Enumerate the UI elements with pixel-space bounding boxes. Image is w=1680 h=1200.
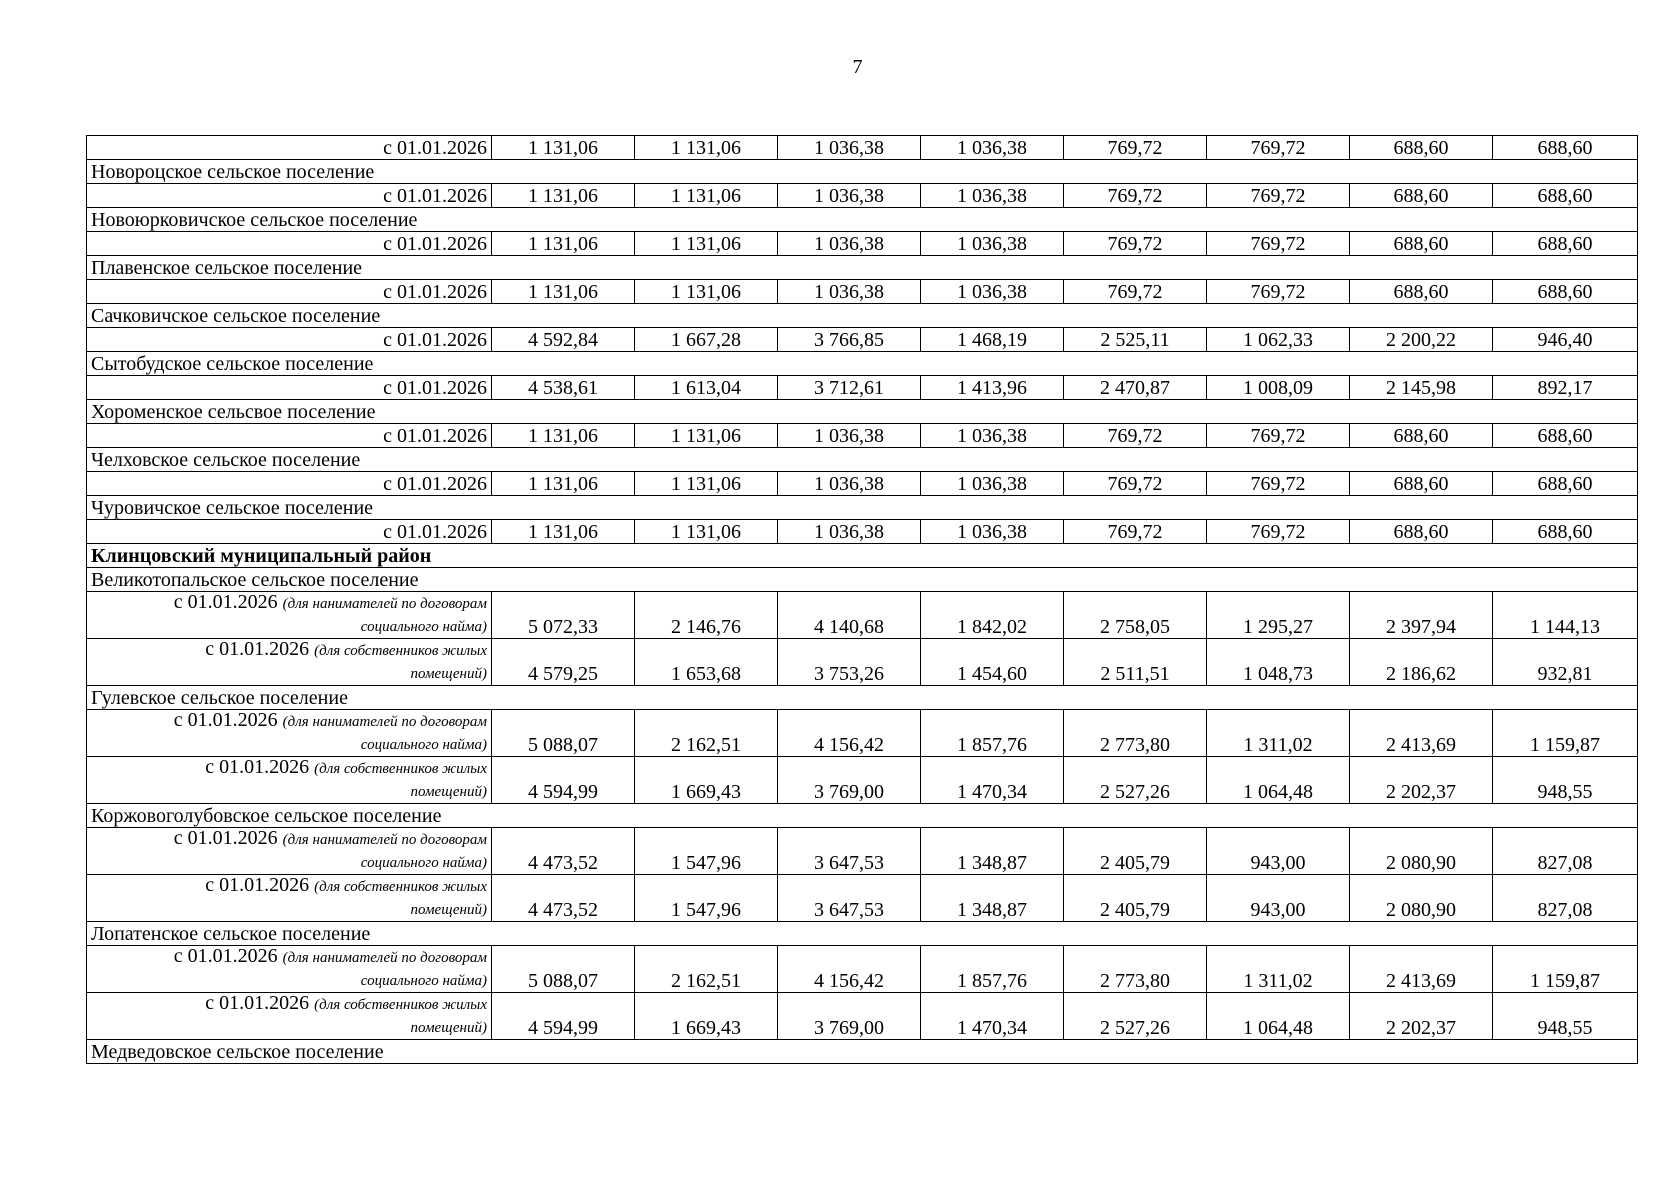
tariff-row: [87, 828, 1638, 875]
settlement-name: Плавенское сельское поселение: [87, 256, 1638, 280]
date-label: с 01.01.2026: [87, 328, 492, 352]
tariff-value: 1 036,38: [778, 280, 921, 304]
tariff-value: 1 036,38: [778, 472, 921, 496]
tariff-row: [87, 993, 1638, 1040]
tariff-value: 1 348,87: [921, 828, 1064, 875]
date-note: помещений): [410, 666, 487, 682]
tariff-row: [87, 946, 1638, 993]
tariff-value: 2 773,80: [1064, 710, 1207, 757]
tariff-value: 827,08: [1493, 875, 1638, 922]
tariff-value: 1 064,48: [1207, 757, 1350, 804]
tariff-value: 943,00: [1207, 875, 1350, 922]
tariff-row: [87, 376, 1638, 400]
tariff-value: 1 311,02: [1207, 710, 1350, 757]
tariff-value: 769,72: [1064, 280, 1207, 304]
tariff-value: 1 131,06: [635, 232, 778, 256]
tariff-row: [87, 875, 1638, 922]
tariff-value: 946,40: [1493, 328, 1638, 352]
tariff-value: 3 647,53: [778, 828, 921, 875]
tariff-row: [87, 472, 1638, 496]
tariff-row: [87, 136, 1638, 160]
tariff-value: 688,60: [1350, 184, 1493, 208]
tariff-value: 4 579,25: [492, 639, 635, 686]
date-label: [87, 946, 492, 993]
tariff-value: 3 753,26: [778, 639, 921, 686]
tariff-value: 1 131,06: [635, 520, 778, 544]
tariff-value: 1 131,06: [492, 184, 635, 208]
tariff-value: 688,60: [1493, 520, 1638, 544]
tariff-value: 1 131,06: [492, 520, 635, 544]
date-label: с 01.01.2026: [87, 232, 492, 256]
tariff-value: 2 527,26: [1064, 757, 1207, 804]
tariff-value: 2 405,79: [1064, 828, 1207, 875]
date-note: помещений): [410, 1020, 487, 1036]
date-label: с 01.01.2026: [87, 424, 492, 448]
tariff-value: 1 131,06: [635, 424, 778, 448]
tariff-value: 1 857,76: [921, 946, 1064, 993]
tariff-row: [87, 424, 1638, 448]
tariff-value: 1 468,19: [921, 328, 1064, 352]
settlement-name: Хороменское сельсвое поселение: [87, 400, 1638, 424]
tariff-value: 1 144,13: [1493, 592, 1638, 639]
date-label: [87, 757, 492, 804]
tariff-table: [86, 135, 1638, 1064]
date-text: с 01.01.2026: [205, 992, 310, 1014]
tariff-value: 948,55: [1493, 757, 1638, 804]
tariff-value: 1 036,38: [921, 184, 1064, 208]
tariff-value: 1 842,02: [921, 592, 1064, 639]
date-note: помещений): [410, 784, 487, 800]
tariff-value: 1 470,34: [921, 757, 1064, 804]
tariff-value: 1 131,06: [492, 280, 635, 304]
tariff-value: 769,72: [1064, 232, 1207, 256]
date-text: с 01.01.2026: [173, 827, 278, 849]
tariff-value: 4 592,84: [492, 328, 635, 352]
tariff-value: 1 131,06: [492, 472, 635, 496]
tariff-value: 1 048,73: [1207, 639, 1350, 686]
settlement-row: [87, 208, 1638, 232]
tariff-value: 3 766,85: [778, 328, 921, 352]
settlement-row: [87, 304, 1638, 328]
tariff-value: 769,72: [1207, 232, 1350, 256]
tariff-row: [87, 520, 1638, 544]
tariff-row: [87, 757, 1638, 804]
tariff-value: 932,81: [1493, 639, 1638, 686]
tariff-value: 4 473,52: [492, 875, 635, 922]
tariff-value: 688,60: [1493, 184, 1638, 208]
tariff-value: 3 712,61: [778, 376, 921, 400]
tariff-value: 1 159,87: [1493, 710, 1638, 757]
date-note: (для нанимателей по договорам: [282, 714, 487, 730]
settlement-row: [87, 160, 1638, 184]
settlement-name: Челховское сельское поселение: [87, 448, 1638, 472]
tariff-value: 1 669,43: [635, 757, 778, 804]
tariff-value: 688,60: [1493, 424, 1638, 448]
settlement-row: [87, 568, 1638, 592]
tariff-value: 1 036,38: [921, 520, 1064, 544]
tariff-value: 2 145,98: [1350, 376, 1493, 400]
tariff-value: 1 131,06: [492, 136, 635, 160]
tariff-value: 1 311,02: [1207, 946, 1350, 993]
date-note: (для нанимателей по договорам: [282, 596, 487, 612]
date-label: с 01.01.2026: [87, 472, 492, 496]
district-row: [87, 544, 1638, 568]
date-label: [87, 592, 492, 639]
date-label: [87, 875, 492, 922]
settlement-name: Медведовское сельское поселение: [87, 1040, 1638, 1064]
tariff-value: 3 769,00: [778, 757, 921, 804]
tariff-value: 769,72: [1207, 520, 1350, 544]
date-text: с 01.01.2026: [173, 709, 278, 731]
tariff-value: 688,60: [1493, 472, 1638, 496]
tariff-row: [87, 232, 1638, 256]
tariff-value: 3 647,53: [778, 875, 921, 922]
settlement-row: [87, 256, 1638, 280]
tariff-row: [87, 710, 1638, 757]
tariff-value: 2 162,51: [635, 710, 778, 757]
tariff-value: 5 072,33: [492, 592, 635, 639]
settlement-name: Великотопальское сельское поселение: [87, 568, 1638, 592]
tariff-value: 769,72: [1207, 424, 1350, 448]
date-note: (для нанимателей по договорам: [282, 832, 487, 848]
tariff-value: 1 131,06: [635, 280, 778, 304]
tariff-value: 2 413,69: [1350, 710, 1493, 757]
date-note: (для нанимателей по договорам: [282, 950, 487, 966]
tariff-value: 1 667,28: [635, 328, 778, 352]
settlement-name: Гулевское сельское поселение: [87, 686, 1638, 710]
settlement-row: [87, 448, 1638, 472]
tariff-value: 2 525,11: [1064, 328, 1207, 352]
tariff-value: 4 594,99: [492, 757, 635, 804]
settlement-name: Новоюрковичское сельское поселение: [87, 208, 1638, 232]
tariff-value: 688,60: [1493, 232, 1638, 256]
date-note: (для собственников жилых: [314, 879, 487, 895]
date-label: [87, 710, 492, 757]
tariff-value: 769,72: [1064, 184, 1207, 208]
tariff-value: 1 008,09: [1207, 376, 1350, 400]
tariff-value: 2 470,87: [1064, 376, 1207, 400]
tariff-value: 688,60: [1350, 472, 1493, 496]
tariff-value: 4 538,61: [492, 376, 635, 400]
tariff-value: 1 131,06: [635, 472, 778, 496]
tariff-value: 769,72: [1064, 136, 1207, 160]
tariff-value: 1 547,96: [635, 875, 778, 922]
tariff-value: 2 511,51: [1064, 639, 1207, 686]
date-note: помещений): [410, 902, 487, 918]
date-label: [87, 639, 492, 686]
date-note: социального найма): [360, 737, 487, 753]
tariff-value: 1 062,33: [1207, 328, 1350, 352]
district-name: Клинцовский муниципальный район: [87, 544, 1638, 568]
tariff-value: 2 397,94: [1350, 592, 1493, 639]
date-label: с 01.01.2026: [87, 376, 492, 400]
tariff-value: 2 080,90: [1350, 875, 1493, 922]
tariff-row: [87, 184, 1638, 208]
tariff-value: 688,60: [1493, 136, 1638, 160]
tariff-value: 2 527,26: [1064, 993, 1207, 1040]
tariff-value: 1 036,38: [921, 472, 1064, 496]
tariff-value: 1 036,38: [778, 520, 921, 544]
tariff-value: 1 131,06: [635, 184, 778, 208]
tariff-value: 769,72: [1064, 424, 1207, 448]
tariff-value: 4 140,68: [778, 592, 921, 639]
tariff-value: 688,60: [1350, 424, 1493, 448]
date-label: с 01.01.2026: [87, 280, 492, 304]
tariff-value: 5 088,07: [492, 946, 635, 993]
tariff-value: 5 088,07: [492, 710, 635, 757]
tariff-value: 4 594,99: [492, 993, 635, 1040]
tariff-value: 769,72: [1207, 280, 1350, 304]
settlement-name: Сытобудское сельское поселение: [87, 352, 1638, 376]
tariff-value: 943,00: [1207, 828, 1350, 875]
tariff-value: 2 162,51: [635, 946, 778, 993]
settlement-row: [87, 686, 1638, 710]
tariff-value: 1 064,48: [1207, 993, 1350, 1040]
tariff-value: 769,72: [1207, 184, 1350, 208]
tariff-value: 1 413,96: [921, 376, 1064, 400]
tariff-value: 2 186,62: [1350, 639, 1493, 686]
tariff-value: 2 202,37: [1350, 993, 1493, 1040]
settlement-row: [87, 804, 1638, 828]
tariff-value: 2 758,05: [1064, 592, 1207, 639]
date-note: (для собственников жилых: [314, 643, 487, 659]
date-label: [87, 993, 492, 1040]
tariff-value: 2 413,69: [1350, 946, 1493, 993]
date-text: с 01.01.2026: [205, 638, 310, 660]
tariff-value: 769,72: [1064, 472, 1207, 496]
tariff-value: 4 156,42: [778, 946, 921, 993]
tariff-row: [87, 639, 1638, 686]
tariff-value: 1 131,06: [635, 136, 778, 160]
date-note: социального найма): [360, 619, 487, 635]
date-label: с 01.01.2026: [87, 184, 492, 208]
tariff-value: 688,60: [1350, 520, 1493, 544]
tariff-value: 1 036,38: [921, 136, 1064, 160]
date-label: [87, 828, 492, 875]
tariff-value: 1 295,27: [1207, 592, 1350, 639]
settlement-name: Сачковичское сельское поселение: [87, 304, 1638, 328]
tariff-value: 1 036,38: [778, 136, 921, 160]
settlement-name: Новороцское сельское поселение: [87, 160, 1638, 184]
date-note: социального найма): [360, 855, 487, 871]
settlement-row: [87, 496, 1638, 520]
date-label: с 01.01.2026: [87, 136, 492, 160]
tariff-value: 688,60: [1493, 280, 1638, 304]
tariff-value: 2 200,22: [1350, 328, 1493, 352]
tariff-value: 1 036,38: [778, 424, 921, 448]
tariff-value: 1 857,76: [921, 710, 1064, 757]
date-text: с 01.01.2026: [205, 756, 310, 778]
tariff-value: 1 036,38: [921, 280, 1064, 304]
tariff-value: 1 159,87: [1493, 946, 1638, 993]
tariff-value: 1 036,38: [778, 232, 921, 256]
tariff-row: [87, 592, 1638, 639]
tariff-value: 4 473,52: [492, 828, 635, 875]
date-note: социального найма): [360, 973, 487, 989]
tariff-value: 1 653,68: [635, 639, 778, 686]
tariff-value: 892,17: [1493, 376, 1638, 400]
date-label: с 01.01.2026: [87, 520, 492, 544]
tariff-value: 1 669,43: [635, 993, 778, 1040]
date-text: с 01.01.2026: [173, 945, 278, 967]
tariff-value: 769,72: [1207, 136, 1350, 160]
tariff-row: [87, 280, 1638, 304]
settlement-name: Лопатенское сельское поселение: [87, 922, 1638, 946]
settlement-row: [87, 922, 1638, 946]
date-note: (для собственников жилых: [314, 997, 487, 1013]
settlement-row: [87, 1040, 1638, 1064]
tariff-row: [87, 328, 1638, 352]
tariff-value: 1 036,38: [921, 232, 1064, 256]
tariff-value: 1 547,96: [635, 828, 778, 875]
date-text: с 01.01.2026: [173, 591, 278, 613]
settlement-row: [87, 352, 1638, 376]
tariff-value: 827,08: [1493, 828, 1638, 875]
tariff-value: 4 156,42: [778, 710, 921, 757]
tariff-value: 1 036,38: [778, 184, 921, 208]
tariff-value: 688,60: [1350, 232, 1493, 256]
tariff-value: 1 348,87: [921, 875, 1064, 922]
tariff-value: 769,72: [1064, 520, 1207, 544]
tariff-value: 2 202,37: [1350, 757, 1493, 804]
tariff-value: 1 613,04: [635, 376, 778, 400]
tariff-value: 2 773,80: [1064, 946, 1207, 993]
tariff-value: 1 131,06: [492, 424, 635, 448]
tariff-value: 688,60: [1350, 136, 1493, 160]
tariff-value: 1 036,38: [921, 424, 1064, 448]
tariff-value: 3 769,00: [778, 993, 921, 1040]
tariff-value: 2 080,90: [1350, 828, 1493, 875]
settlement-name: Коржовоголубовское сельское поселение: [87, 804, 1638, 828]
tariff-value: 1 131,06: [492, 232, 635, 256]
tariff-value: 2 405,79: [1064, 875, 1207, 922]
settlement-row: [87, 400, 1638, 424]
tariff-value: 1 470,34: [921, 993, 1064, 1040]
tariff-value: 1 454,60: [921, 639, 1064, 686]
date-text: с 01.01.2026: [205, 874, 310, 896]
date-note: (для собственников жилых: [314, 761, 487, 777]
settlement-name: Чуровичское сельское поселение: [87, 496, 1638, 520]
tariff-value: 688,60: [1350, 280, 1493, 304]
tariff-value: 769,72: [1207, 472, 1350, 496]
tariff-value: 948,55: [1493, 993, 1638, 1040]
tariff-value: 2 146,76: [635, 592, 778, 639]
page-number: 7: [852, 56, 863, 78]
